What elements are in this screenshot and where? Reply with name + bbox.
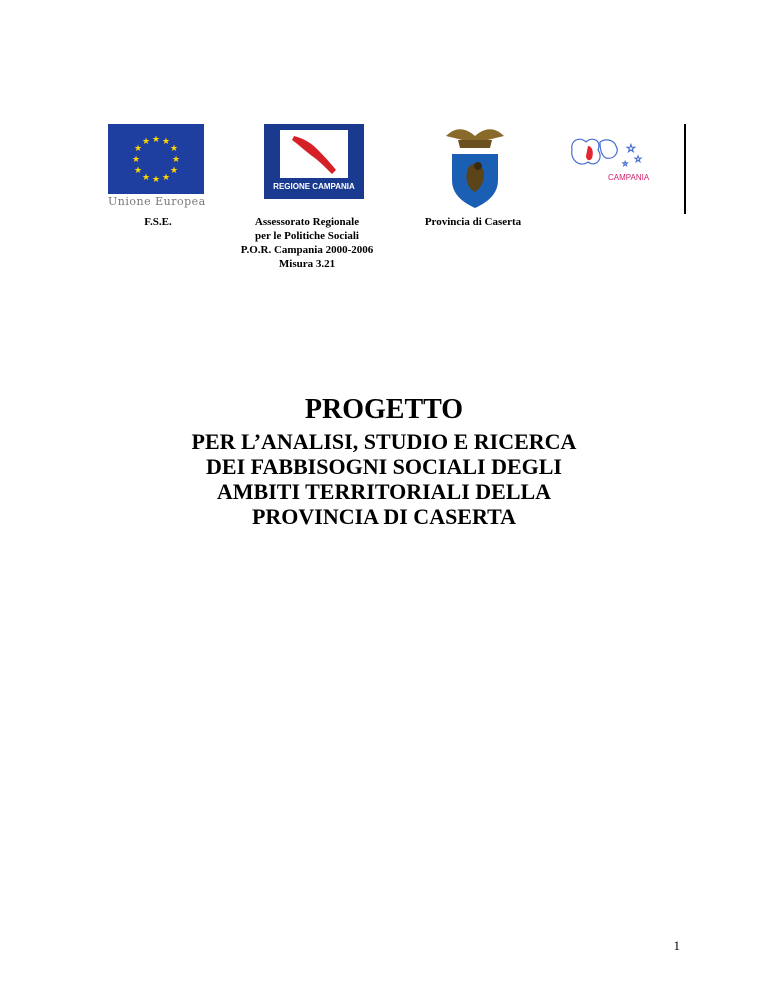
svg-text:☆: ☆ <box>622 160 629 168</box>
subtitle-line: AMBITI TERRITORIALI DELLA <box>216 479 552 504</box>
svg-text:★: ★ <box>161 173 171 183</box>
page-number: 1 <box>673 938 680 953</box>
regione-campania-emblem-icon <box>280 130 348 178</box>
campania-logo-caption: CAMPANIA <box>608 173 650 182</box>
assessorato-line: Assessorato Regionale <box>254 216 360 228</box>
svg-text:★: ★ <box>151 135 161 145</box>
svg-text:★: ★ <box>151 175 161 185</box>
subtitle-line: PROVINCIA DI CASERTA <box>251 504 517 529</box>
svg-text:★: ★ <box>171 155 181 165</box>
vertical-divider <box>684 124 686 214</box>
assessorato-line: P.O.R. Campania 2000-2006 <box>240 244 374 256</box>
svg-text:★: ★ <box>133 166 143 176</box>
assessorato-line: per le Politiche Sociali <box>255 230 359 242</box>
regione-campania-caption: REGIONE CAMPANIA <box>273 182 355 191</box>
assessorato-line: Misura 3.21 <box>278 258 336 270</box>
svg-text:☆: ☆ <box>626 142 636 155</box>
assessorato-caption <box>232 215 382 271</box>
svg-text:★: ★ <box>169 166 179 176</box>
eu-logo <box>108 124 204 210</box>
eu-flag-icon <box>108 124 204 194</box>
regione-campania-logo <box>264 124 364 199</box>
svg-text:★: ★ <box>169 144 179 154</box>
document-title: PROGETTO <box>304 394 464 425</box>
svg-text:☆: ☆ <box>634 155 643 165</box>
svg-text:★: ★ <box>141 173 151 183</box>
eu-logo-caption: Unione Europea <box>108 195 206 208</box>
document-subtitle <box>0 429 768 529</box>
provincia-caption: Provincia di Caserta <box>424 216 522 228</box>
subtitle-line: DEI FABBISOGNI SOCIALI DEGLI <box>206 454 562 479</box>
svg-text:★: ★ <box>141 137 151 147</box>
svg-text:★: ★ <box>131 155 141 165</box>
campania-stars-logo-icon <box>566 132 650 190</box>
svg-text:★: ★ <box>133 144 143 154</box>
fse-caption: F.S.E. <box>144 216 172 228</box>
provincia-caserta-coat-of-arms-icon <box>438 124 512 209</box>
subtitle-line: PER L’ANALISI, STUDIO E RICERCA <box>191 429 577 454</box>
svg-text:★: ★ <box>161 137 171 147</box>
